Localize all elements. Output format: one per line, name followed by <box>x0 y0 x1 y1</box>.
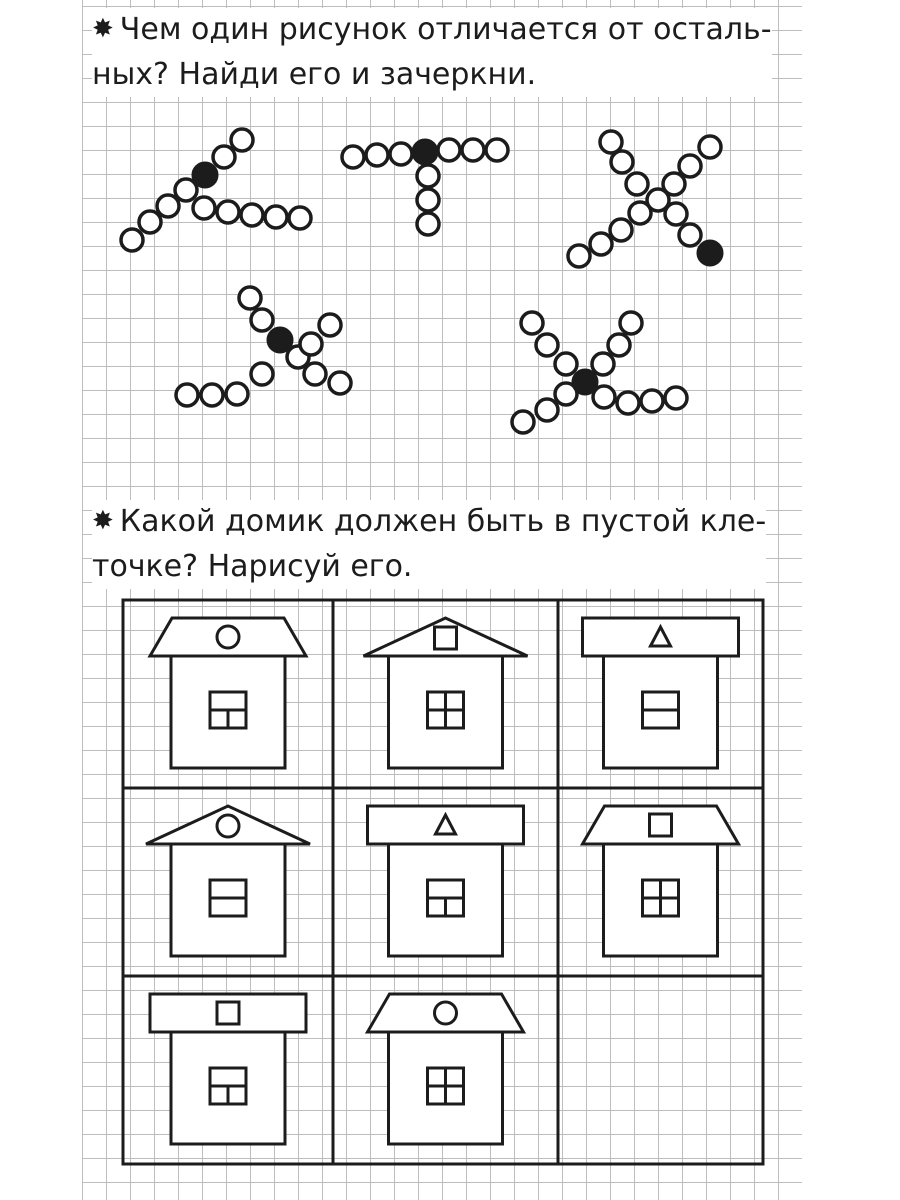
bead-figure-5 <box>512 312 687 433</box>
filled-bead <box>573 370 598 395</box>
bead <box>366 144 388 166</box>
bead <box>251 309 273 331</box>
roof-circle <box>217 815 239 837</box>
bead <box>217 201 239 223</box>
bead <box>342 146 364 168</box>
bead <box>536 334 558 356</box>
house-6 <box>583 806 739 956</box>
bead <box>626 173 648 195</box>
filled-bead <box>413 140 438 165</box>
bead <box>231 129 253 151</box>
bead-figure-4 <box>176 287 351 406</box>
bead <box>300 333 322 355</box>
task-1-line-1: Чем один рисунок отличается от осталь- <box>119 12 772 47</box>
bead <box>536 399 558 421</box>
bead <box>241 204 263 226</box>
houses-table <box>123 600 763 1164</box>
bead <box>417 213 439 235</box>
star-icon: ✸ <box>92 14 114 44</box>
bead <box>157 195 179 217</box>
bead <box>239 287 261 309</box>
bead <box>512 411 534 433</box>
house-3 <box>583 618 739 768</box>
task-1-line-2: ных? Найди его и зачеркни. <box>92 57 537 92</box>
roof-square <box>435 627 457 649</box>
filled-bead <box>268 328 293 353</box>
bead <box>608 334 630 356</box>
bead <box>201 384 223 406</box>
house-1 <box>150 618 306 768</box>
bead-figures <box>121 129 723 433</box>
bead <box>600 131 622 153</box>
task-1-question <box>92 8 772 97</box>
roof-square <box>217 1002 239 1024</box>
bead <box>176 384 198 406</box>
filled-bead <box>698 241 723 266</box>
bead-figure-3 <box>568 131 723 267</box>
house-5 <box>368 806 524 956</box>
bead <box>629 202 651 224</box>
task-2-line-2: точке? Нарисуй его. <box>92 549 413 584</box>
roof-circle <box>217 626 239 648</box>
bead <box>417 189 439 211</box>
bead <box>592 353 614 375</box>
bead <box>617 392 639 414</box>
bead <box>665 387 687 409</box>
bead <box>193 197 215 219</box>
bead <box>679 224 701 246</box>
filled-bead <box>193 163 218 188</box>
bead-figure-2 <box>342 139 508 235</box>
task-2-line-1: Какой домик должен быть в пустой кле- <box>119 504 767 539</box>
bead <box>462 139 484 161</box>
bead <box>610 219 632 241</box>
bead <box>568 245 590 267</box>
house-7 <box>150 994 306 1144</box>
bead <box>417 165 439 187</box>
bead <box>620 312 642 334</box>
bead <box>121 229 143 251</box>
bead <box>555 353 577 375</box>
bead <box>289 207 311 229</box>
bead-figure-1 <box>121 129 311 251</box>
bead <box>679 155 701 177</box>
bead <box>139 211 161 233</box>
bead <box>590 233 612 255</box>
house-4 <box>146 806 310 956</box>
bead <box>438 139 460 161</box>
roof-square <box>650 814 672 836</box>
bead <box>390 143 412 165</box>
bead <box>486 139 508 161</box>
task-2-question <box>92 500 766 589</box>
bead <box>699 136 721 158</box>
bead <box>265 206 287 228</box>
bead <box>641 390 663 412</box>
bead <box>213 146 235 168</box>
bead <box>663 173 685 195</box>
bead <box>329 372 351 394</box>
bead <box>521 312 543 334</box>
roof-circle <box>435 1002 457 1024</box>
bead <box>319 314 341 336</box>
house-8 <box>368 994 524 1144</box>
bead <box>251 363 273 385</box>
house-2 <box>364 618 528 768</box>
star-icon: ✸ <box>92 506 114 536</box>
bead <box>226 383 248 405</box>
bead <box>304 363 326 385</box>
